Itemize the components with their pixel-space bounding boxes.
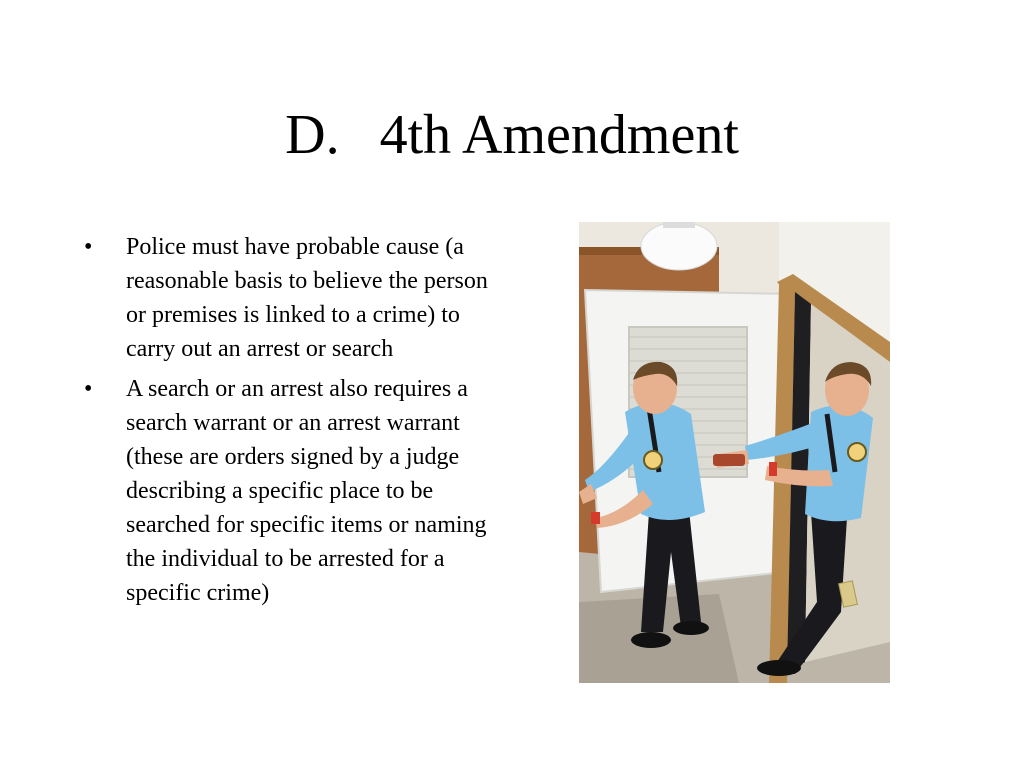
light-fixture — [641, 222, 717, 270]
title-prefix: D. — [285, 104, 340, 166]
police-entry-illustration — [579, 222, 890, 683]
police-entry-photo — [579, 222, 890, 683]
bullet-item — [84, 230, 504, 366]
bullet-icon: • — [84, 234, 93, 260]
bullet-item — [84, 372, 504, 610]
bullet-icon: • — [84, 376, 93, 402]
bullet-text: A search or an arrest also requires a search warrant or an arrest warrant (these are orders signed by a judge describing a specific place to be searched for specific items or naming the individual to be arrested for a specific crime) — [126, 376, 487, 606]
weapon — [713, 454, 745, 466]
title-text: 4th Amendment — [379, 104, 739, 166]
slide-title — [0, 100, 1024, 170]
bullet-text: Police must have probable cause (a reasonable basis to believe the person or premises is linked to a crime) to carry out an arrest or search — [126, 234, 488, 362]
bullet-list — [84, 230, 504, 616]
